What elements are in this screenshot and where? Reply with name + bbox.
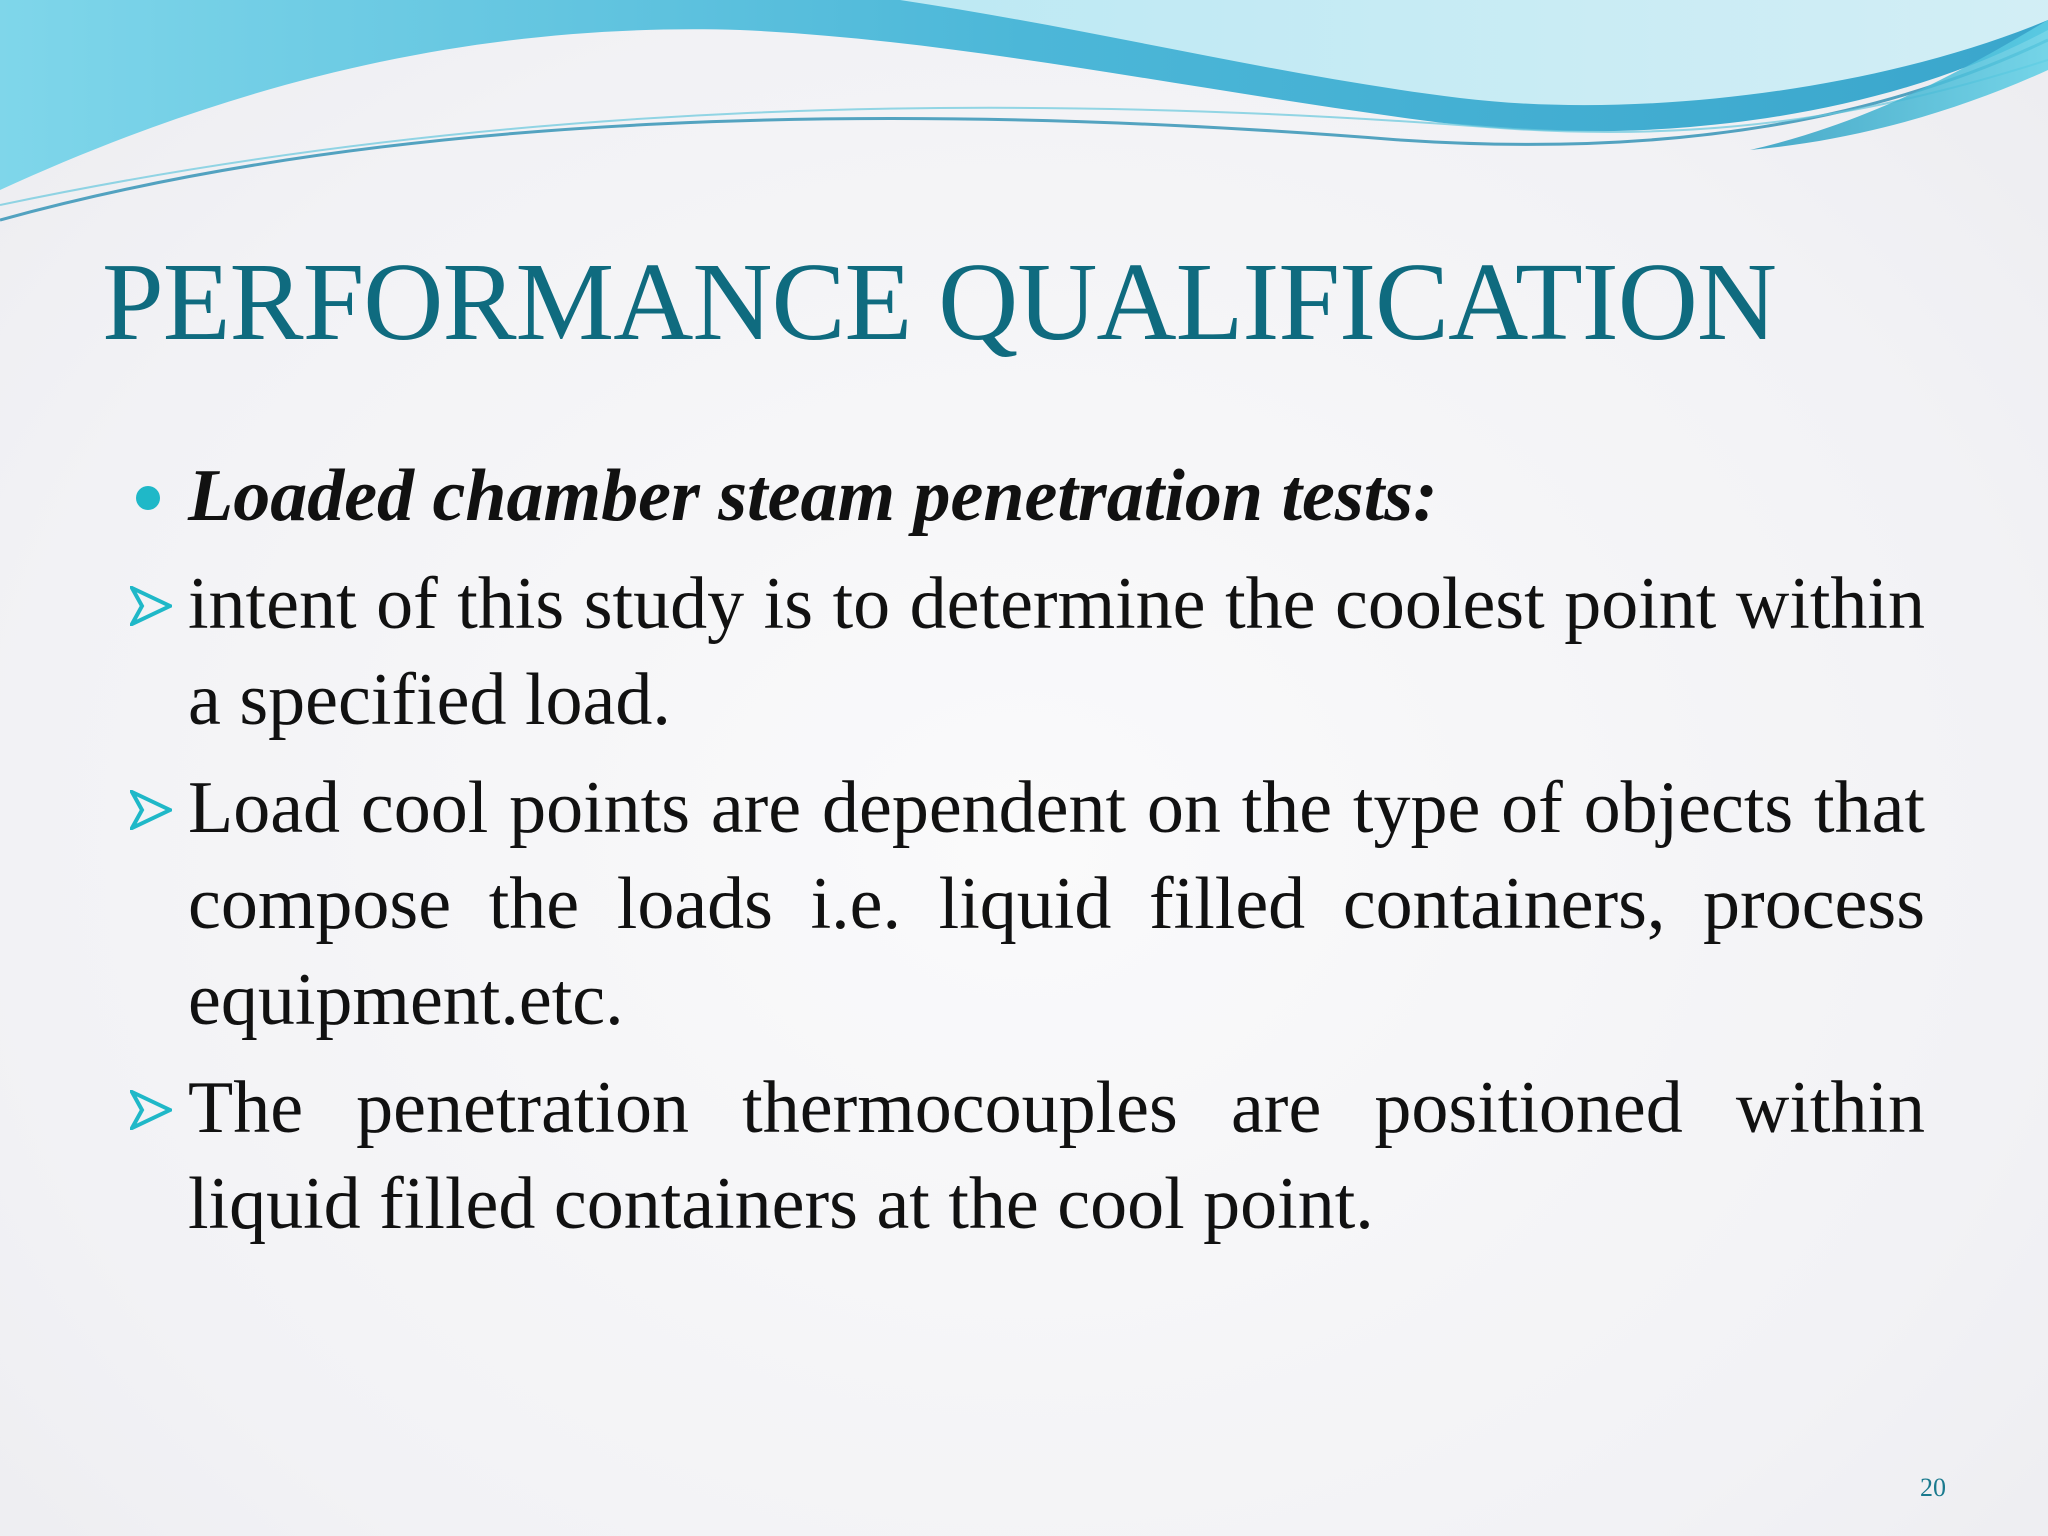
page-number: 20 <box>1920 1473 1946 1502</box>
heading-text: Loaded chamber steam penetration tests: <box>188 455 1438 537</box>
list-item-text: Load cool points are dependent on the type of objects that compose the loads i.e. liquid filled containers, process equipment.etc. <box>188 767 1925 1041</box>
header-wave-decoration <box>0 0 2048 240</box>
arrowhead-bullet-icon <box>130 1090 172 1130</box>
slide-title: PERFORMANCE QUALIFICATION <box>102 241 1777 364</box>
list-item <box>130 1060 1925 1252</box>
list-item-text: intent of this study is to determine the coolest point within a specified load. <box>188 563 1925 741</box>
list-item <box>130 556 1925 748</box>
arrowhead-bullet-icon <box>130 790 172 830</box>
slide-body <box>130 448 1925 1252</box>
bullet-heading <box>130 448 1925 544</box>
list-item-text: The penetration thermocouples are positioned within liquid filled containers at the cool point. <box>188 1067 1925 1245</box>
dot-bullet-icon <box>136 486 160 510</box>
list-item <box>130 760 1925 1048</box>
arrowhead-bullet-icon <box>130 586 172 626</box>
